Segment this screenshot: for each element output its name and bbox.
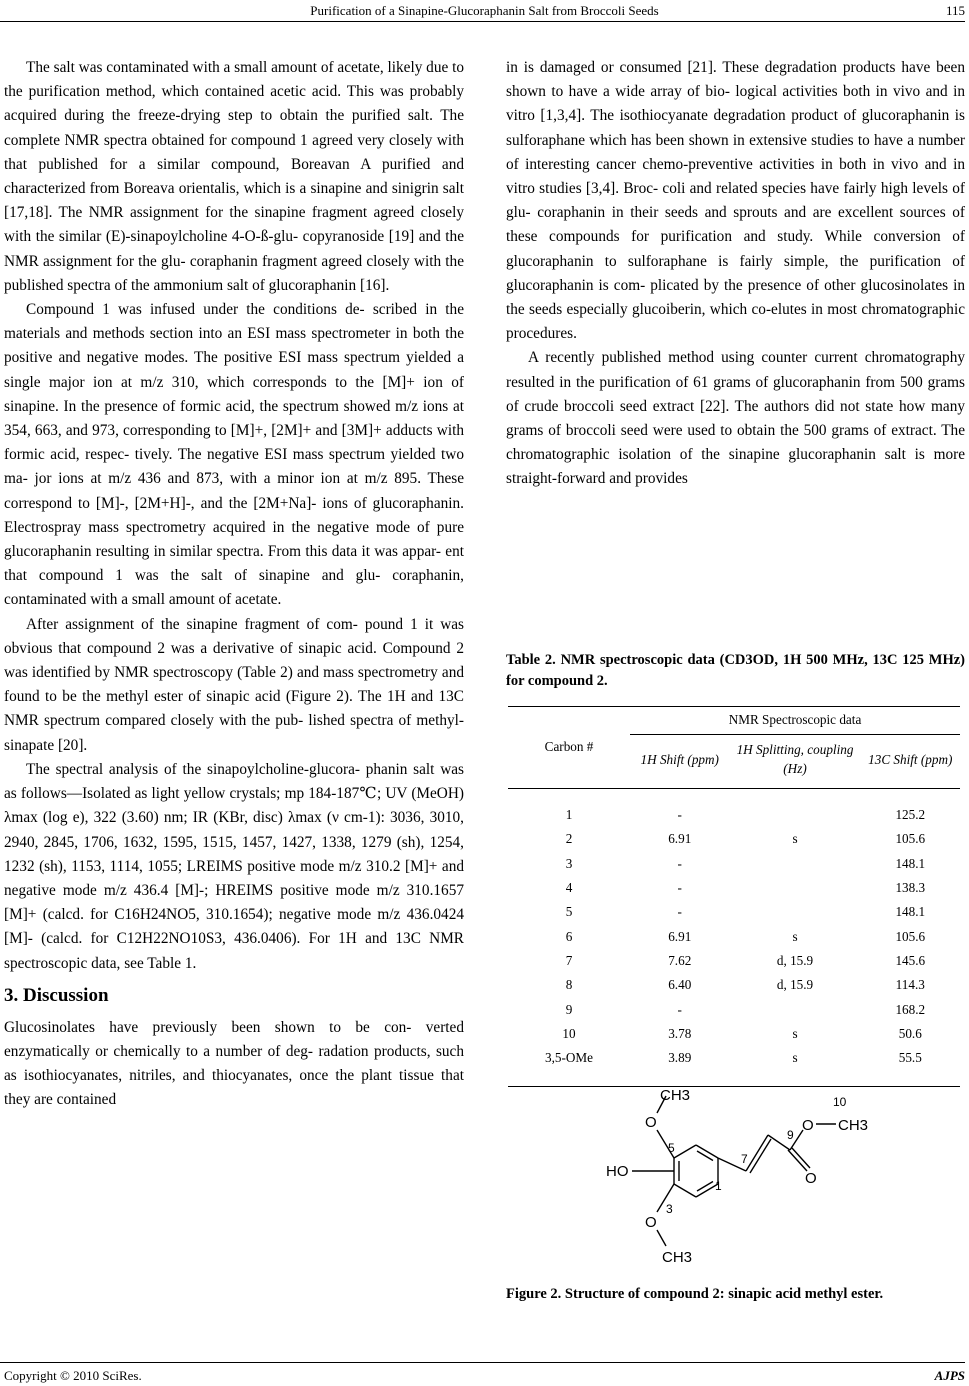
running-title: Purification of a Sinapine-Glucoraphanin Salt from Broccoli Seeds bbox=[310, 3, 659, 18]
table-cell-c-shift: 138.3 bbox=[895, 880, 926, 896]
table-cell-split bbox=[729, 900, 860, 924]
copyright: Copyright © 2010 SciRes. bbox=[4, 1368, 142, 1383]
table-cell-carbon: 3 bbox=[565, 855, 573, 871]
ch3-bottom-label: CH3 bbox=[662, 1249, 693, 1266]
table-cell-h-shift: - bbox=[677, 855, 682, 871]
table-row bbox=[508, 876, 960, 900]
table-cell-h-shift: 3.78 bbox=[668, 1025, 692, 1041]
journal-abbreviation: AJPS bbox=[934, 1368, 965, 1383]
table-row bbox=[508, 789, 960, 828]
table-row bbox=[508, 852, 960, 876]
table-cell-c-shift: 145.6 bbox=[895, 952, 926, 968]
table-body bbox=[508, 789, 960, 1087]
table-row bbox=[508, 949, 960, 973]
footer-rule bbox=[0, 1362, 965, 1363]
oxygen-ester-label: O bbox=[802, 1117, 814, 1134]
table-caption: Table 2. NMR spectroscopic data (CD3OD, 1H 500 MHz, 13C 125 MHz) for compound 2. bbox=[506, 652, 965, 689]
paragraph: Compound 1 was infused under the conditions de- scribed in the materials and methods section into an ESI mass spectrometer in both the positive and negative modes. The positive ESI mass spectrum yielded a single major ion at m/z 310, which corresponds to the [M]+ ion of sinapine. In the presence of formic acid, the spectrum showed m/z ions at 354, 663, and 973, corresponding to [M]+, [2M]+ and [3M]+ adducts with formic acid, respec- tively. The negative ESI mass spectrum yielded two ma- jor ions at m/z 436 and 873, with a minor ion at m/z 895. These correspond to [M]-, [2M+H]-, and the [2M+Na]- ions of glucoraphanin. Electrospray mass spectrometry acquired in the negative mode of pure glucoraphanin resulting in similar spectra. From this data it was appar- ent that compound 1 was the salt of sinapine and glu- coraphanin, contaminated with a small amount of acetate. bbox=[4, 301, 464, 609]
left-column bbox=[4, 56, 464, 1113]
table-cell-carbon: 2 bbox=[565, 831, 573, 847]
table-cell-carbon: 10 bbox=[562, 1025, 576, 1041]
table-cell-h-shift: - bbox=[677, 880, 682, 896]
table-cell-c-shift: 125.2 bbox=[895, 807, 926, 823]
chemical-structure bbox=[604, 1080, 868, 1272]
table-cell-split: d, 15.9 bbox=[776, 977, 814, 993]
section-heading: 3. Discussion bbox=[4, 984, 109, 1006]
carbon-7-label: 7 bbox=[741, 1152, 748, 1166]
table-row bbox=[508, 827, 960, 851]
table-cell-c-shift: 168.2 bbox=[895, 1001, 926, 1017]
running-head bbox=[0, 0, 969, 22]
table-cell-c-shift: 148.1 bbox=[895, 904, 926, 920]
nmr-data-table bbox=[508, 706, 960, 1087]
table-row bbox=[508, 924, 960, 948]
table-cell-split bbox=[729, 876, 860, 900]
table-cell-h-shift: 3.89 bbox=[668, 1050, 692, 1066]
table-cell-split bbox=[729, 852, 860, 876]
table-cell-carbon: 9 bbox=[565, 1001, 573, 1017]
table-cell-carbon: 3,5-OMe bbox=[545, 1050, 593, 1066]
table-cell-h-shift: - bbox=[677, 904, 682, 920]
table-cell-split: s bbox=[792, 831, 798, 847]
column-group-header: NMR Spectroscopic data bbox=[630, 707, 960, 735]
carbon-9-label: 9 bbox=[787, 1128, 794, 1142]
paragraph: The salt was contaminated with a small amount of acetate, likely due to the purification method, which contained acetic acid. This was probably acquired during the freeze-drying step to obtain the purified salt. The complete NMR spectra obtained for compound 1 agreed very closely with that published for a similar compound, Boreavan A purified and characterized from Boreava orientalis, which is a sinapine and sinigrin salt [17,18]. The NMR assignment for the sinapine fragment agreed closely with the similar (E)-sinapoylcholine 4-O-ß-glu- copyranoside [19] and the NMR assignment for the glu- coraphanin fragment agreed closely with the published spectra of the ammonium salt of glucoraphanin [16]. bbox=[4, 59, 464, 294]
table-cell-carbon: 7 bbox=[565, 952, 573, 968]
right-column bbox=[506, 56, 965, 492]
column-header-c-shift: 13C Shift (ppm) bbox=[868, 751, 953, 767]
ch3-ester-label: CH3 bbox=[838, 1117, 868, 1134]
paragraph: in is damaged or consumed [21]. These degradation products have been shown to have a wide array of bio- logical activities both in vivo and in vitro [1,3,4]. The isothiocyanate degradation product of glucoraphanin is sulforaphane which has been shown in extensive studies to have a number of interesting cancer chemo-preventive activities in both in vivo and in vitro studies [3,4]. Broc- coli and related species have fairly high levels of glu- coraphanin in their seeds and sprouts and are excellent sources of these compounds for purification and study. While conversion of glucoraphanin to sulforaphane is fairly simple, the purification of glucoraphanin is com- plicated by the presence of other glucosinolates in the seeds especially glucoiberin, which co-elutes in most chromatographic procedures. bbox=[506, 59, 965, 343]
table-cell-h-shift: 6.91 bbox=[668, 831, 692, 847]
oxygen-bottom-label: O bbox=[645, 1214, 657, 1231]
table-cell-c-shift: 50.6 bbox=[898, 1025, 922, 1041]
table-cell-carbon: 4 bbox=[565, 880, 573, 896]
column-header-h-splitting: 1H Splitting, coupling (Hz) bbox=[736, 742, 854, 776]
table-cell-carbon: 8 bbox=[565, 977, 573, 993]
figure-caption: Figure 2. Structure of compound 2: sinapic acid methyl ester. bbox=[506, 1286, 884, 1302]
paragraph: After assignment of the sinapine fragment of com- pound 1 it was obvious that compound 2 was a derivative of sinapic acid. Compound 2 was identified by NMR spectroscopy (Table 2) and mass spectrometry and found to be the methyl ester of sinapic acid (Figure 2). The 1H and 13C NMR spectrum compared closely with the pub- lished spectra of methyl-sinapate [20]. bbox=[4, 615, 464, 754]
table-cell-c-shift: 114.3 bbox=[895, 977, 925, 993]
ho-label: HO bbox=[606, 1163, 629, 1180]
table-cell-h-shift: 6.91 bbox=[668, 928, 692, 944]
table-cell-carbon: 5 bbox=[565, 904, 573, 920]
table-cell-carbon: 1 bbox=[565, 807, 573, 823]
carbon-1-label: 1 bbox=[715, 1179, 722, 1193]
column-header-carbon: Carbon # bbox=[508, 707, 630, 789]
oxygen-carbonyl-label: O bbox=[805, 1170, 817, 1187]
table-cell-split bbox=[729, 789, 860, 828]
table-row bbox=[508, 997, 960, 1021]
paragraph: Glucosinolates have previously been shown to be con- verted enzymatically or chemically to a number of deg- radation products, such as isothiocyanates, nitriles, and thiocyanates, once the plant tissue that they are contained bbox=[4, 1018, 464, 1109]
table-cell-h-shift: - bbox=[677, 807, 682, 823]
table-cell-split: s bbox=[792, 1050, 798, 1066]
table-cell-h-shift: - bbox=[677, 1001, 682, 1017]
table-cell-split: s bbox=[792, 1025, 798, 1041]
table-row bbox=[508, 973, 960, 997]
table-row bbox=[508, 900, 960, 924]
paragraph: The spectral analysis of the sinapoylcholine-glucora- phanin salt was as follows—Isolated as light yellow crystals; mp 184-187℃; UV (MeOH) λmax (log e), 322 (3.60) nm; IR (KBr, disc) λmax (ν cm-1): 3036, 3010, 2940, 2845, 1706, 1632, 1595, 1515, 1457, 1427, 1338, 1279 (sh), 1254, 1232 (sh), 1153, 1114, 1055; LREIMS positive mode m/z 310.2 [M]+ and negative mode m/z 436.4 [M]-; HREIMS positive mode m/z 310.1657 [M]+ (calcd. for C16H24NO5, 310.1654); negative mode m/z 436.0424 [M]- (calcd. for C12H22NO10S3, 436.0406). For 1H and 13C NMR spectroscopic data, see Table 1. bbox=[4, 760, 464, 972]
table-cell-c-shift: 55.5 bbox=[898, 1050, 922, 1066]
table-cell-c-shift: 105.6 bbox=[895, 928, 926, 944]
column-header-h-shift: 1H Shift (ppm) bbox=[640, 751, 719, 767]
table-cell-split bbox=[729, 997, 860, 1021]
table-cell-carbon: 6 bbox=[565, 928, 573, 944]
table-cell-c-shift: 105.6 bbox=[895, 831, 926, 847]
paragraph: A recently published method using counter current chromatography resulted in the purification of 61 grams of glucoraphanin from 500 grams of crude broccoli seed extract [22]. The authors did not state how many grams of broccoli seed were used to obtain the 500 grams of extract. The chromatographic isolation of the sinapine glucoraphanin salt is more straight-forward and provides bbox=[506, 349, 965, 488]
table-cell-split: s bbox=[792, 928, 798, 944]
table-cell-split: d, 15.9 bbox=[776, 952, 814, 968]
carbon-5-label: 5 bbox=[668, 1141, 675, 1155]
table-cell-h-shift: 6.40 bbox=[668, 977, 692, 993]
ch3-top-label: CH3 bbox=[660, 1087, 691, 1104]
oxygen-top-label: O bbox=[645, 1114, 657, 1131]
carbon-3-label: 3 bbox=[666, 1202, 673, 1216]
page-number: 115 bbox=[945, 3, 965, 18]
carbon-10-label: 10 bbox=[833, 1095, 847, 1109]
header-rule bbox=[0, 21, 965, 22]
table-row bbox=[508, 1022, 960, 1046]
table-cell-h-shift: 7.62 bbox=[668, 952, 692, 968]
table-cell-c-shift: 148.1 bbox=[895, 855, 926, 871]
